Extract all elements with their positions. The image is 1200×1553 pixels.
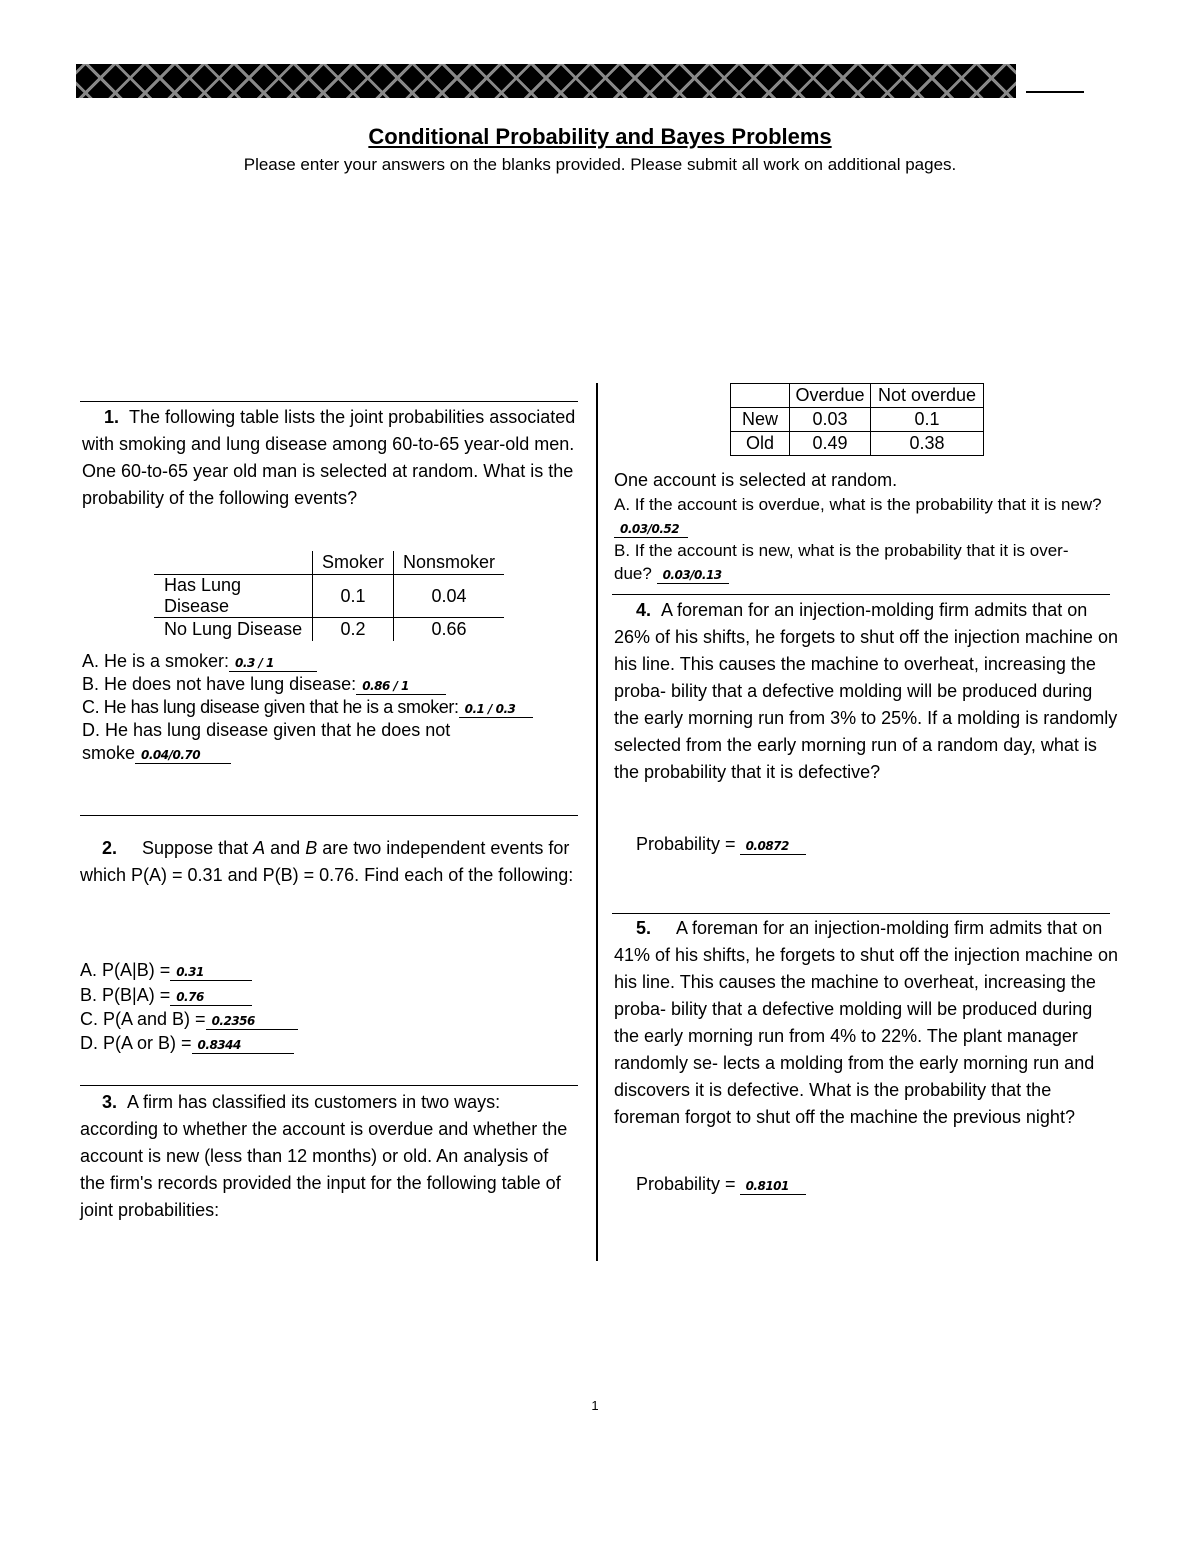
q1-rule: [80, 401, 578, 402]
q1-answer-a[interactable]: 0.3 / 1: [229, 656, 317, 672]
q4-rule: [612, 594, 1110, 595]
q2-answer-a[interactable]: 0.31: [170, 965, 252, 981]
q1-option-c: C. He has lung disease given that he is a smoker: 0.1 / 0.3: [82, 696, 582, 719]
q1-col-nonsmoker: Nonsmoker: [394, 551, 505, 575]
q3-part-b: B. If the account is new, what is the probability that it is over-due? 0.03/0.13: [614, 541, 1069, 583]
q3-col-not-overdue: Not overdue: [871, 384, 984, 408]
q1-cell: 0.04: [394, 575, 505, 618]
q4-text: [614, 597, 1120, 786]
q2-answer-b[interactable]: 0.76: [170, 990, 252, 1006]
q5-answer[interactable]: 0.8101: [740, 1179, 806, 1195]
q1-cell: 0.2: [313, 618, 394, 642]
q3-intro: One account is selected at random.: [614, 470, 898, 490]
q2-answer-c[interactable]: 0.2356: [206, 1014, 298, 1030]
q1-col-smoker: Smoker: [313, 551, 394, 575]
column-divider: [596, 383, 598, 1261]
q4-answer[interactable]: 0.0872: [740, 839, 806, 855]
decorative-banner: [76, 64, 1016, 98]
q5-text: [614, 915, 1120, 1131]
q4-number: 4.: [636, 600, 652, 620]
q1-number: 1.: [104, 407, 120, 427]
q1-table: [154, 551, 504, 641]
q1-option-b: B. He does not have lung disease: 0.86 / 1: [82, 673, 582, 696]
q1-row-label: No Lung Disease: [164, 619, 303, 639]
q3-text: [80, 1089, 576, 1224]
q1-answer-c[interactable]: 0.1 / 0.3: [459, 702, 533, 718]
q2-option-d: D. P(A or B) = 0.8344: [80, 1032, 294, 1055]
q3-table: [730, 383, 984, 456]
q3-row-label: Old: [731, 432, 790, 456]
q4-prompt: A foreman for an injection-molding firm admits that on 26% of his shifts, he forgets to shut off the injection machine on his line. This causes the machine to overheat, increasing the proba- bility that a defective molding will be produced during the early morning run from 3% to 25%. If a molding is randomly selected from the early morning run of a random day, what is the probability that it is defective?: [614, 600, 1118, 782]
q1-row-label: Has Lung Disease: [164, 575, 242, 616]
q3-answer-b[interactable]: 0.03/0.13: [657, 568, 729, 584]
q3-col-overdue: Overdue: [790, 384, 871, 408]
q2-option-c: C. P(A and B) = 0.2356: [80, 1008, 298, 1031]
q4-probability: Probability = 0.0872: [636, 833, 806, 856]
q3-answer-a[interactable]: 0.03/0.52: [614, 522, 688, 538]
instructions: Please enter your answers on the blanks provided. Please submit all work on additional pages.: [243, 155, 957, 174]
q3-cell: 0.38: [871, 432, 984, 456]
q3-row-label: New: [731, 408, 790, 432]
q2-option-b: B. P(B|A) = 0.76: [80, 984, 252, 1007]
q3-rule: [80, 1085, 578, 1086]
q1-answer-b[interactable]: 0.86 / 1: [356, 679, 446, 695]
q1-table-corner: [154, 551, 313, 575]
q2-answer-d[interactable]: 0.8344: [192, 1038, 294, 1054]
q3-table-corner: [731, 384, 790, 408]
q2-option-a: A. P(A|B) = 0.31: [80, 959, 252, 982]
q1-cell: 0.66: [394, 618, 505, 642]
page-title: Conditional Probability and Bayes Problems: [368, 124, 832, 149]
q5-prompt: A foreman for an injection-molding firm admits that on 41% of his shifts, he forgets to shut off the injection machine on his line. This causes the machine to overheat, increasing the proba- bility that a defective molding will be produced during the early morning run from 4% to 22%. The plant manager randomly se- lects a molding from the early morning run and discovers it is defective. What is the probability that the foreman forgot to shut off the machine the previous night?: [614, 918, 1118, 1127]
q5-probability: Probability = 0.8101: [636, 1173, 806, 1196]
q3-cell: 0.03: [790, 408, 871, 432]
q3-cell: 0.49: [790, 432, 871, 456]
q3-part-a: A. If the account is overdue, what is the probability that it is new? 0.03/0.52: [614, 495, 1102, 536]
q5-number: 5.: [636, 918, 652, 938]
q1-prompt: The following table lists the joint probabilities associated with smoking and lung disease among 60-to-65 year-old men. One 60-to-65 year old man is selected at random. What is the probability of the following events?: [82, 407, 576, 508]
q3-prompt: A firm has classified its customers in two ways: according to whether the account is overdue and whether the account is new (less than 12 months) or old. An analysis of the firm's records provided the input for the following table of joint probabilities:: [80, 1092, 568, 1220]
q1-option-a: A. He is a smoker: 0.3 / 1: [82, 650, 582, 673]
q5-rule: [612, 913, 1110, 914]
q1-option-d: D. He has lung disease given that he does not smoke 0.04/0.70: [82, 720, 451, 763]
q1-text: [82, 404, 578, 512]
q1-cell: 0.1: [313, 575, 394, 618]
name-blank: [1026, 91, 1084, 93]
q3-number: 3.: [102, 1092, 118, 1112]
page-number: 1: [591, 1398, 599, 1413]
q2-rule: [80, 815, 578, 816]
q2-number: 2.: [102, 838, 118, 858]
q1-answer-d[interactable]: 0.04/0.70: [135, 748, 231, 764]
q3-cell: 0.1: [871, 408, 984, 432]
q2-text: 2. Suppose that A and B are two independent events for which P(A) = 0.31 and P(B) = 0.76. Find each of the following:: [80, 838, 574, 885]
